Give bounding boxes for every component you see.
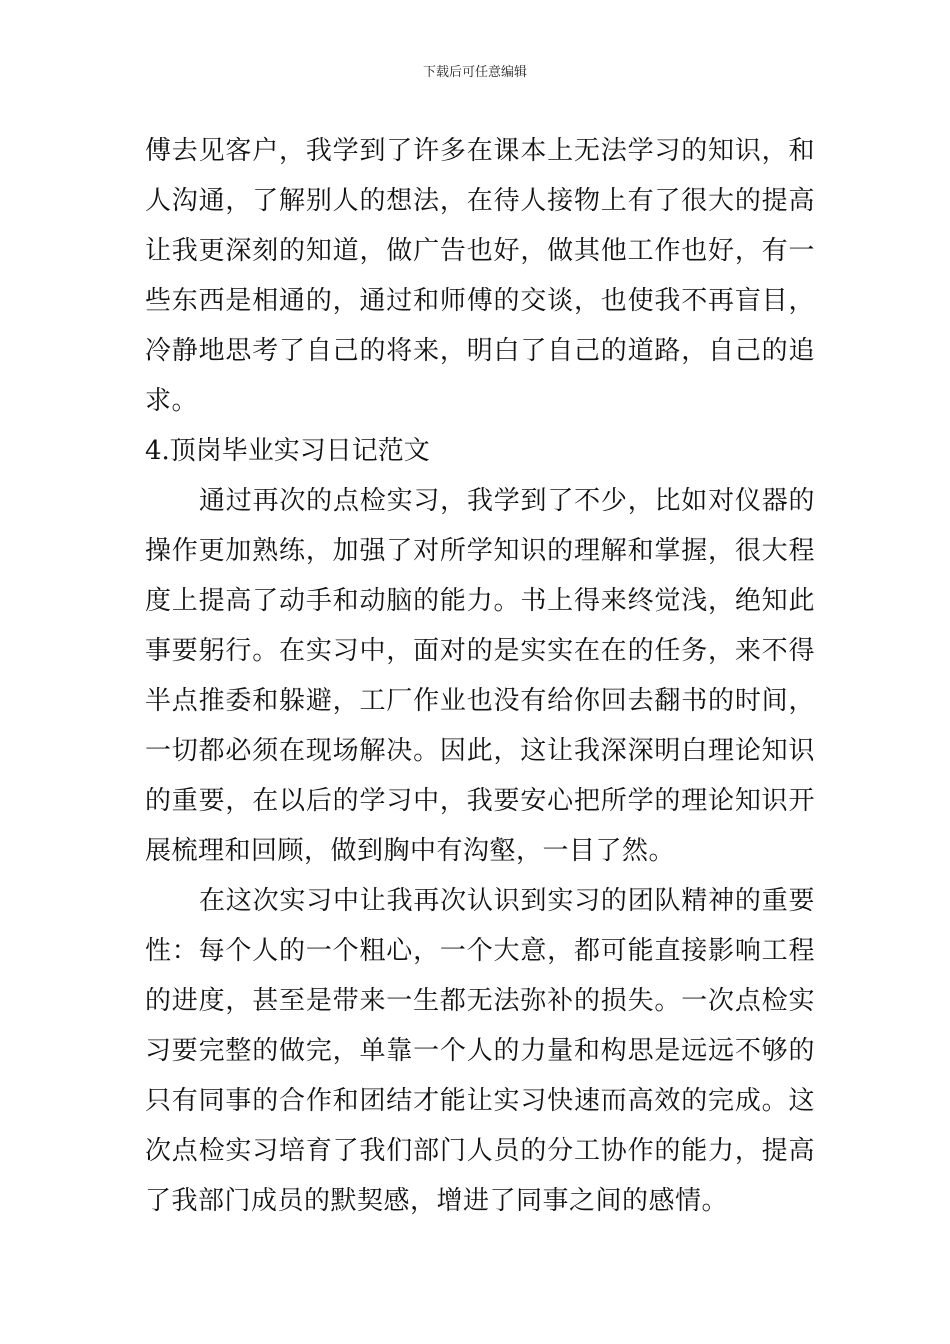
text-line: 度上提高了动手和动脑的能力。书上得来终觉浅，绝知此 xyxy=(145,586,815,616)
text-line: 习要完整的做完，单靠一个人的力量和构思是远远不够的 xyxy=(145,1036,815,1066)
paragraph-team-spirit xyxy=(145,876,815,1226)
text-line: 次点检实习培育了我们部门人员的分工协作的能力，提高 xyxy=(145,1136,815,1166)
text-line: 求。 xyxy=(145,386,199,416)
text-line: 性：每个人的一个粗心，一个大意，都可能直接影响工程 xyxy=(145,936,815,966)
text-line: 的重要，在以后的学习中，我要安心把所学的理论知识开 xyxy=(145,786,815,816)
paragraph-continuation xyxy=(145,126,815,426)
section-heading: 4.顶岗毕业实习日记范文 xyxy=(145,436,430,466)
text-line: 操作更加熟练，加强了对所学知识的理解和掌握，很大程 xyxy=(145,536,815,566)
text-line: 通过再次的点检实习，我学到了不少，比如对仪器的 xyxy=(199,486,815,516)
text-line: 傅去见客户，我学到了许多在课本上无法学习的知识，和 xyxy=(145,136,815,166)
text-line: 在这次实习中让我再次认识到实习的团队精神的重要 xyxy=(199,886,815,916)
page-header: 下载后可任意编辑 xyxy=(422,65,527,80)
text-line: 了我部门成员的默契感，增进了同事之间的感情。 xyxy=(145,1186,729,1216)
text-line: 只有同事的合作和团结才能让实习快速而高效的完成。这 xyxy=(145,1086,815,1116)
document-body xyxy=(145,126,815,1226)
text-line: 事要躬行。在实习中，面对的是实实在在的任务，来不得 xyxy=(145,636,815,666)
text-line: 人沟通，了解别人的想法，在待人接物上有了很大的提高 xyxy=(145,186,815,216)
text-line: 些东西是相通的，通过和师傅的交谈，也使我不再盲目， xyxy=(145,286,815,316)
text-line: 一切都必须在现场解决。因此，这让我深深明白理论知识 xyxy=(145,736,815,766)
text-line: 展梳理和回顾，做到胸中有沟壑，一目了然。 xyxy=(145,836,676,866)
text-line: 半点推委和躲避，工厂作业也没有给你回去翻书的时间， xyxy=(145,686,815,716)
paragraph-inspection-practice xyxy=(145,476,815,876)
text-line: 让我更深刻的知道，做广告也好，做其他工作也好，有一 xyxy=(145,236,815,266)
text-line: 的进度，甚至是带来一生都无法弥补的损失。一次点检实 xyxy=(145,986,815,1016)
text-line: 冷静地思考了自己的将来，明白了自己的道路，自己的追 xyxy=(145,336,815,366)
